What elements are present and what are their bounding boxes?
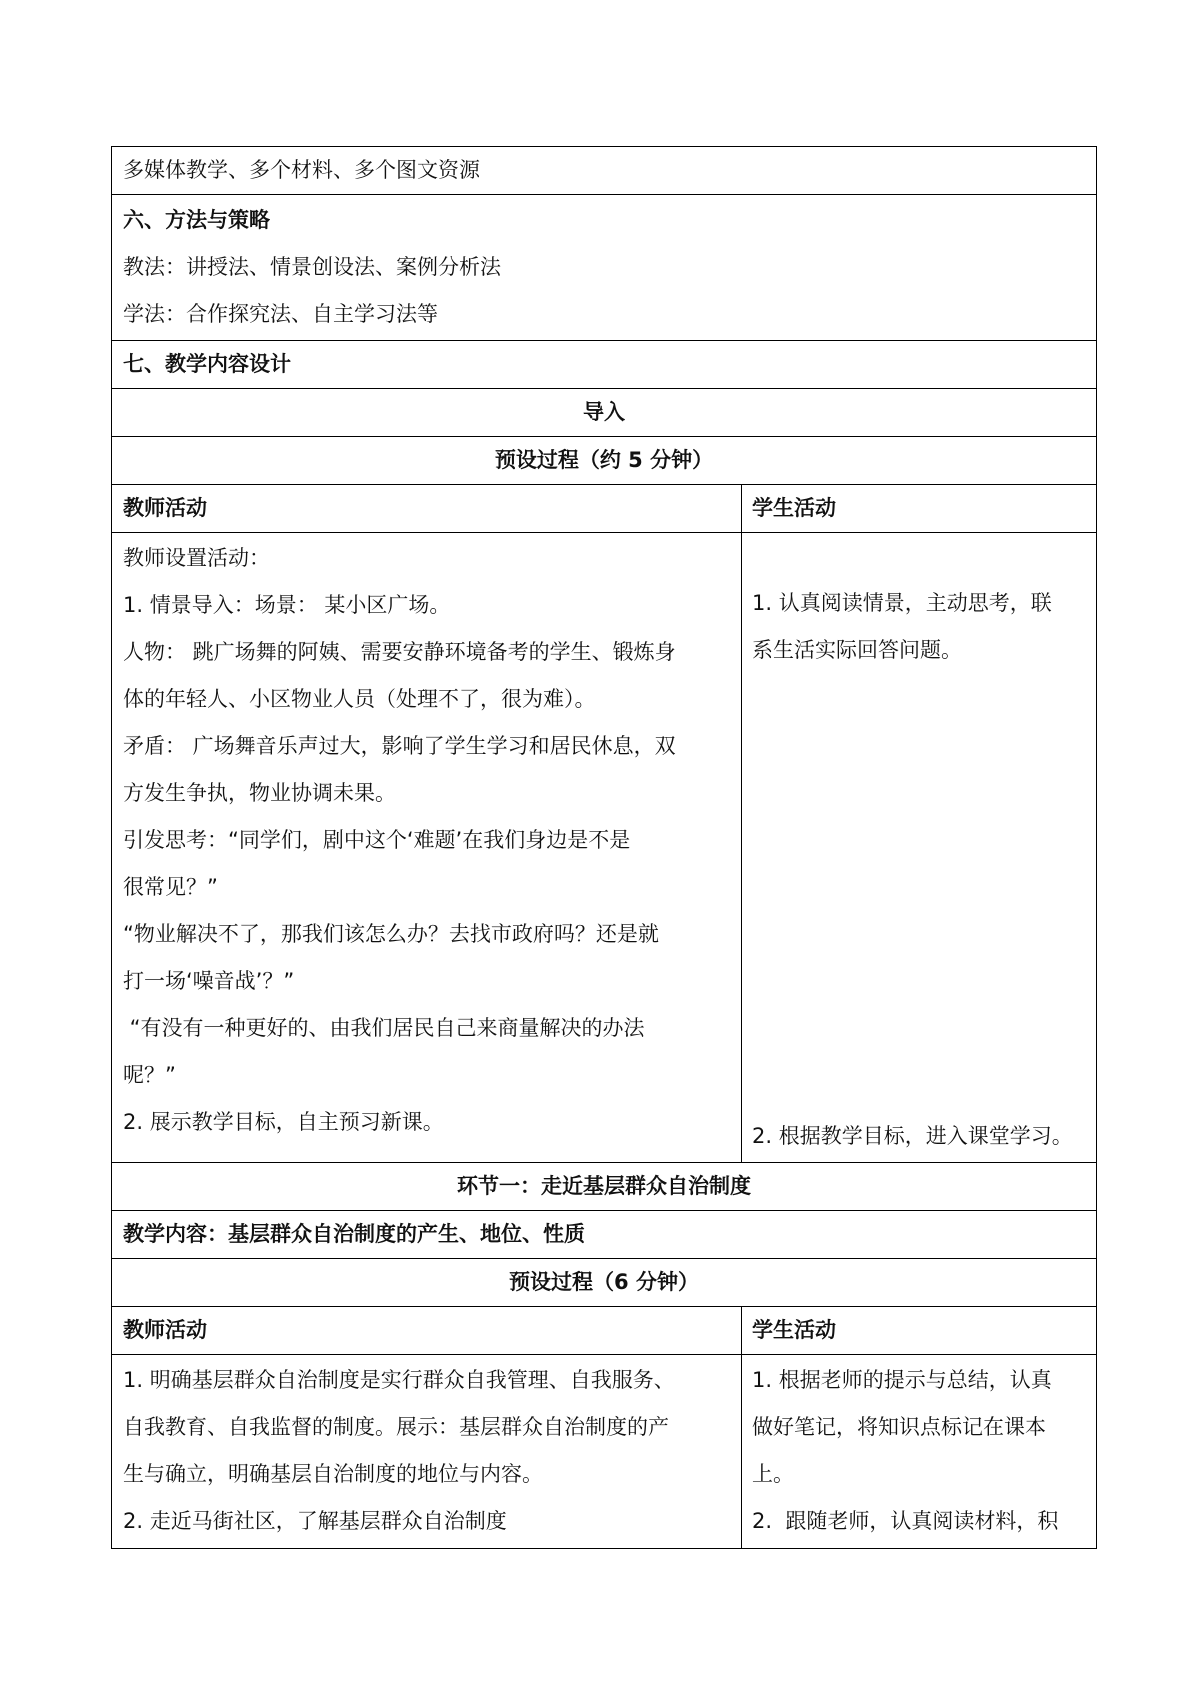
intro-teacher-line: 很常见？” [123, 875, 218, 899]
resources-text: 多媒体教学、多个材料、多个图文资源 [123, 158, 480, 182]
section1-teacher-line: 自我教育、自我监督的制度。展示：基层群众自治制度的产 [123, 1415, 669, 1439]
section1-student-cell [742, 1355, 1097, 1549]
intro-teacher-line: 矛盾： 广场舞音乐声过大，影响了学生学习和居民休息，双 [123, 734, 676, 758]
resources-cell [112, 147, 1097, 195]
intro-teacher-line: 方发生争执，物业协调未果。 [123, 781, 396, 805]
intro-teacher-line: 引发思考：“同学们，剧中这个‘难题’在我们身边是不是 [123, 828, 631, 852]
intro-student-final: 2. 根据教学目标，进入课堂学习。 [752, 1124, 1073, 1148]
intro-teacher-cell [112, 533, 742, 1163]
student-activity-header: 学生活动 [752, 1318, 836, 1342]
section1-title-cell [112, 1163, 1097, 1211]
section1-teacher-cell [112, 1355, 742, 1549]
section1-student-line: 做好笔记，将知识点标记在课本 [752, 1415, 1046, 1439]
section1-student-line: 1. 根据老师的提示与总结，认真 [752, 1368, 1052, 1392]
intro-process: 预设过程（约 5 分钟） [494, 448, 714, 472]
section1-student-line: 2. 跟随老师，认真阅读材料，积 [752, 1509, 1059, 1533]
teaching-methods: 教法：讲授法、情景创设法、案例分析法 [123, 255, 501, 279]
section1-student-line: 上。 [752, 1462, 794, 1486]
content-design-heading: 七、教学内容设计 [123, 352, 291, 376]
section1-teacher-header-cell [112, 1307, 742, 1355]
student-activity-header: 学生活动 [752, 496, 836, 520]
intro-teacher-line: 打一场‘噪音战’？” [123, 969, 295, 993]
section1-teacher-line: 生与确立，明确基层自治制度的地位与内容。 [123, 1462, 543, 1486]
intro-teacher-line: 体的年轻人、小区物业人员（处理不了，很为难）。 [123, 687, 596, 711]
learning-methods: 学法：合作探究法、自主学习法等 [123, 302, 438, 326]
intro-student-cell [742, 533, 1097, 1163]
intro-teacher-line: 呢？” [123, 1063, 176, 1087]
section1-title: 环节一：走近基层群众自治制度 [457, 1174, 751, 1198]
intro-student-line: 系生活实际回答问题。 [752, 638, 962, 662]
section1-content-cell [112, 1211, 1097, 1259]
intro-teacher-line: “有没有一种更好的、由我们居民自己来商量解决的办法 [123, 1016, 645, 1040]
methods-heading: 六、方法与策略 [123, 208, 270, 232]
intro-title-cell [112, 389, 1097, 437]
section1-process-cell [112, 1259, 1097, 1307]
intro-student-line: 1. 认真阅读情景，主动思考，联 [752, 591, 1052, 615]
section1-teacher-line: 1. 明确基层群众自治制度是实行群众自我管理、自我服务、 [123, 1368, 675, 1392]
content-design-cell [112, 341, 1097, 389]
section1-student-header-cell [742, 1307, 1097, 1355]
methods-cell [112, 195, 1097, 341]
intro-student-header-cell [742, 485, 1097, 533]
intro-teacher-line: 教师设置活动： [123, 546, 270, 570]
intro-teacher-line: 1. 情景导入：场景： 某小区广场。 [123, 593, 451, 617]
teacher-activity-header: 教师活动 [123, 496, 207, 520]
intro-teacher-line: 人物： 跳广场舞的阿姨、需要安静环境备考的学生、锻炼身 [123, 640, 676, 664]
intro-teacher-line: 2. 展示教学目标，自主预习新课。 [123, 1110, 444, 1134]
intro-teacher-header-cell [112, 485, 742, 533]
section1-content: 教学内容：基层群众自治制度的产生、地位、性质 [123, 1222, 585, 1246]
section1-teacher-line: 2. 走近马街社区，了解基层群众自治制度 [123, 1509, 507, 1533]
teacher-activity-header: 教师活动 [123, 1318, 207, 1342]
intro-process-cell [112, 437, 1097, 485]
lesson-plan-table [111, 146, 1097, 1549]
intro-teacher-line: “物业解决不了，那我们该怎么办？去找市政府吗？还是就 [123, 922, 659, 946]
section1-process: 预设过程（6 分钟） [509, 1270, 699, 1294]
intro-title: 导入 [583, 400, 625, 424]
